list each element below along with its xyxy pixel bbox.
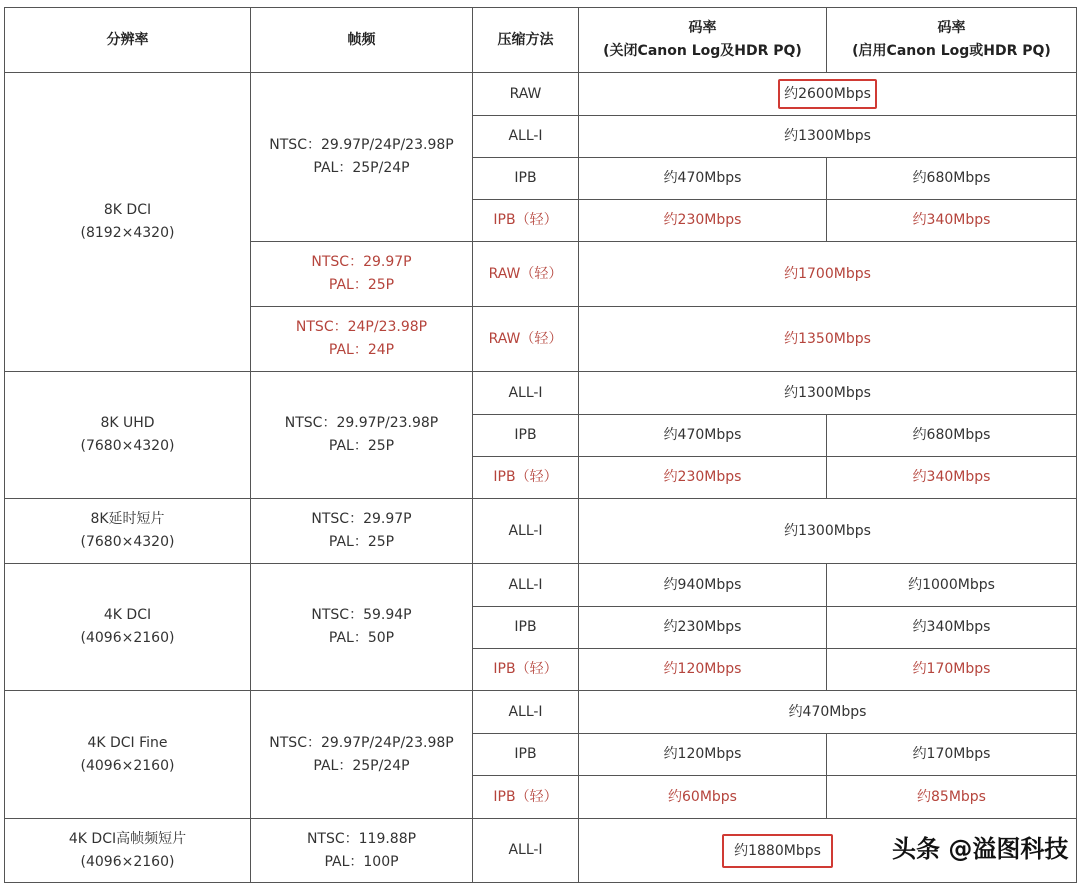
fr-pal: PAL：24P — [328, 342, 395, 358]
res-size: (8192×4320) — [80, 225, 175, 241]
bitrate-off-cell: 约60Mbps — [579, 776, 827, 819]
compression-cell: RAW（轻） — [473, 242, 579, 307]
res-name: 8K UHD — [100, 415, 155, 431]
header-framerate: 帧频 — [251, 8, 473, 73]
compression-cell: RAW（轻） — [473, 307, 579, 372]
bitrate-off-cell: 约470Mbps — [579, 158, 827, 200]
fr-ntsc: NTSC：24P/23.98P — [295, 319, 428, 335]
resolution-cell — [5, 819, 251, 883]
compression-cell: IPB — [473, 734, 579, 776]
table-row — [5, 73, 1077, 116]
compression-cell: IPB（轻） — [473, 200, 579, 242]
highlighted-bitrate: 约1880Mbps — [722, 834, 833, 868]
resolution-cell — [5, 691, 251, 819]
fr-ntsc: NTSC：29.97P — [311, 511, 412, 527]
fr-pal: PAL：25P/24P — [313, 160, 410, 176]
bitrate-cell — [579, 73, 1077, 116]
framerate-cell — [251, 73, 473, 242]
bitrate-cell: 约1300Mbps — [579, 116, 1077, 158]
res-name: 8K DCI — [103, 202, 152, 218]
framerate-cell — [251, 691, 473, 819]
header-title: 码率 — [937, 20, 966, 36]
bitrate-off-cell: 约230Mbps — [579, 457, 827, 499]
res-name: 4K DCI高帧频短片 — [68, 830, 187, 847]
header-subtitle: (关闭Canon Log及HDR PQ) — [603, 43, 802, 59]
bitrate-off-cell: 约230Mbps — [579, 200, 827, 242]
bitrate-off-cell: 约120Mbps — [579, 649, 827, 691]
compression-cell: IPB（轻） — [473, 776, 579, 819]
header-row — [5, 8, 1077, 73]
res-size: (7680×4320) — [80, 534, 175, 550]
res-name: 4K DCI — [103, 607, 152, 623]
bitrate-cell: 约1300Mbps — [579, 372, 1077, 415]
fr-ntsc: NTSC：29.97P — [311, 254, 412, 270]
table-row — [5, 372, 1077, 415]
bitrate-off-cell: 约940Mbps — [579, 564, 827, 607]
res-size: (4096×2160) — [80, 757, 175, 774]
fr-ntsc: NTSC：119.88P — [306, 830, 417, 847]
fr-pal: PAL：50P — [328, 630, 395, 646]
bitrate-on-cell: 约340Mbps — [827, 200, 1077, 242]
res-name: 4K DCI Fine — [87, 734, 168, 751]
header-title: 码率 — [688, 20, 717, 36]
bitrate-on-cell: 约680Mbps — [827, 158, 1077, 200]
resolution-cell — [5, 372, 251, 499]
compression-cell: IPB — [473, 415, 579, 457]
bitrate-cell: 约1350Mbps — [579, 307, 1077, 372]
compression-cell: RAW — [473, 73, 579, 116]
table-row — [5, 499, 1077, 564]
bitrate-on-cell: 约1000Mbps — [827, 564, 1077, 607]
compression-cell: ALL-I — [473, 372, 579, 415]
bitrate-on-cell: 约340Mbps — [827, 607, 1077, 649]
bitrate-off-cell: 约230Mbps — [579, 607, 827, 649]
framerate-cell — [251, 372, 473, 499]
compression-cell: ALL-I — [473, 819, 579, 883]
header-subtitle: (启用Canon Log或HDR PQ) — [852, 43, 1051, 59]
bitrate-cell: 约1300Mbps — [579, 499, 1077, 564]
table-row — [5, 564, 1077, 607]
fr-pal: PAL：100P — [324, 853, 399, 870]
header-resolution: 分辨率 — [5, 8, 251, 73]
table-row — [5, 691, 1077, 734]
header-compression: 压缩方法 — [473, 8, 579, 73]
compression-cell: ALL-I — [473, 564, 579, 607]
fr-pal: PAL：25P/24P — [313, 757, 410, 774]
highlighted-bitrate: 约2600Mbps — [778, 79, 877, 109]
bitrate-on-cell: 约680Mbps — [827, 415, 1077, 457]
bitrate-cell: 约470Mbps — [579, 691, 1077, 734]
fr-ntsc: NTSC：59.94P — [311, 607, 412, 623]
bitrate-on-cell: 约340Mbps — [827, 457, 1077, 499]
bitrate-on-cell: 约170Mbps — [827, 734, 1077, 776]
bitrate-on-cell: 约170Mbps — [827, 649, 1077, 691]
res-size: (4096×2160) — [80, 853, 175, 870]
fr-pal: PAL：25P — [328, 438, 395, 454]
compression-cell: ALL-I — [473, 116, 579, 158]
bitrate-off-cell: 约470Mbps — [579, 415, 827, 457]
bitrate-table — [4, 7, 1077, 883]
resolution-cell — [5, 73, 251, 372]
framerate-cell — [251, 564, 473, 691]
resolution-cell — [5, 499, 251, 564]
compression-cell: IPB（轻） — [473, 649, 579, 691]
framerate-cell — [251, 242, 473, 307]
compression-cell: IPB — [473, 607, 579, 649]
fr-pal: PAL：25P — [328, 534, 395, 550]
compression-cell: ALL-I — [473, 691, 579, 734]
resolution-cell — [5, 564, 251, 691]
fr-ntsc: NTSC：29.97P/23.98P — [284, 415, 439, 431]
framerate-cell — [251, 307, 473, 372]
fr-ntsc: NTSC：29.97P/24P/23.98P — [269, 137, 454, 153]
bitrate-on-cell: 约85Mbps — [827, 776, 1077, 819]
bitrate-off-cell: 约120Mbps — [579, 734, 827, 776]
res-size: (7680×4320) — [80, 438, 175, 454]
compression-cell: IPB — [473, 158, 579, 200]
framerate-cell — [251, 499, 473, 564]
watermark: 头条 @溢图科技 — [892, 835, 1069, 863]
header-bitrate-on — [827, 8, 1077, 73]
res-size: (4096×2160) — [80, 630, 175, 646]
fr-ntsc: NTSC：29.97P/24P/23.98P — [269, 734, 454, 751]
header-bitrate-off — [579, 8, 827, 73]
compression-cell: IPB（轻） — [473, 457, 579, 499]
compression-cell: ALL-I — [473, 499, 579, 564]
bitrate-cell: 约1700Mbps — [579, 242, 1077, 307]
res-name: 8K延时短片 — [90, 511, 165, 527]
fr-pal: PAL：25P — [328, 277, 395, 293]
framerate-cell — [251, 819, 473, 883]
